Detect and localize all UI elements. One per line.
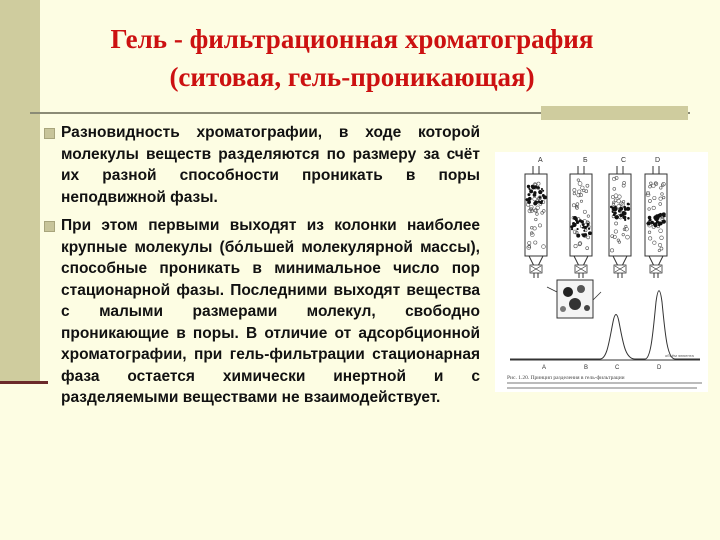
bullet-text: Разновидность хроматографии, в ходе которой молекулы веществ разделяются по размеру за счёт их разной способности проникать в поры неподвижной фазы. bbox=[61, 124, 480, 206]
columns-group bbox=[525, 166, 667, 278]
column-label: С bbox=[621, 157, 627, 164]
side-band-divider bbox=[0, 381, 48, 384]
title-rule-accent bbox=[541, 106, 688, 120]
figure-caption: Рис. 1.20. Принцип разделения в гель-фильтрации bbox=[507, 375, 625, 381]
gel-bead-inset bbox=[547, 280, 601, 318]
curve-label: D bbox=[657, 365, 662, 371]
chromatography-column bbox=[645, 166, 667, 278]
chromatography-column bbox=[525, 166, 547, 278]
slide-title bbox=[42, 20, 662, 96]
chromatography-column bbox=[570, 166, 592, 278]
bullet-square-icon bbox=[44, 221, 55, 232]
title-line-2: (ситовая, гель-проникающая) bbox=[169, 62, 535, 92]
figure-svg bbox=[495, 152, 708, 392]
side-band-lower bbox=[0, 383, 40, 540]
column-label: D bbox=[655, 157, 661, 164]
bullet-square-icon bbox=[44, 128, 55, 139]
chromatography-figure bbox=[495, 152, 708, 392]
column-label: Б bbox=[583, 157, 588, 164]
elution-chart bbox=[510, 291, 700, 371]
curve-label: C bbox=[615, 365, 620, 371]
column-label: A bbox=[538, 157, 543, 164]
chromatography-column bbox=[609, 166, 631, 278]
title-line-1: Гель - фильтрационная хроматография bbox=[110, 24, 594, 54]
axis-label: объём элюента bbox=[665, 353, 694, 358]
bullet-item bbox=[44, 215, 480, 409]
bullet-item bbox=[44, 122, 480, 208]
bullet-text: При этом первыми выходят из колонки наиболее крупные молекулы (бо́льшей молекулярной массы), способные проникать в минимальное число пор стационарной фазы. Последними выходят вещества с малыми размерами молекул, свободно проникающие в поры. В отличие от адсорбционной хроматографии, при гель-фильтрации стационарная фаза остается химически инертной и с разделяемыми веществами не взаимодействует. bbox=[61, 217, 480, 406]
bullet-list bbox=[44, 122, 480, 416]
caption-lines bbox=[507, 382, 702, 389]
elution-curve bbox=[510, 291, 700, 359]
curve-label: B bbox=[584, 365, 589, 371]
curve-label: A bbox=[542, 365, 547, 371]
